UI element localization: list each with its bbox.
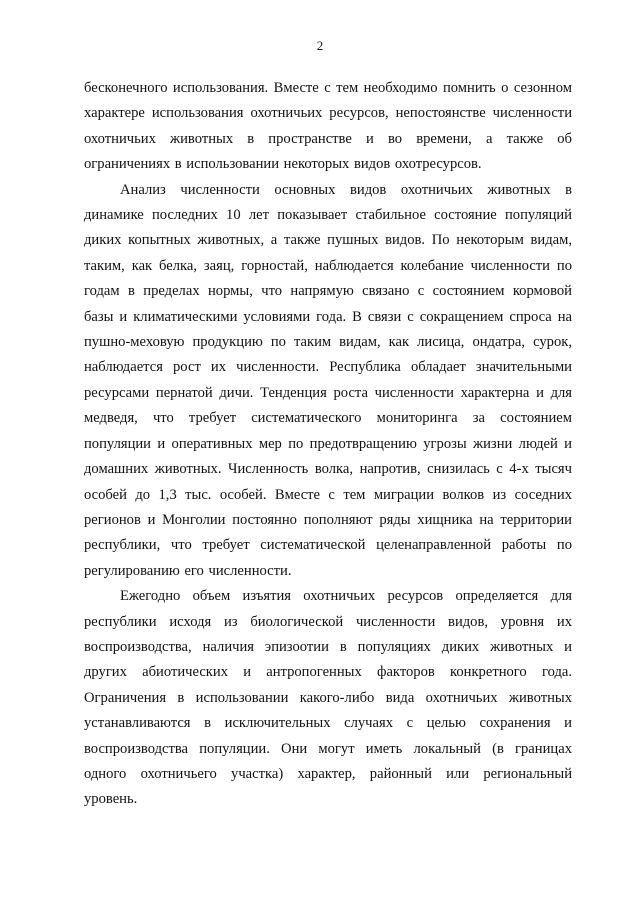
paragraph-harvest-limits: Ежегодно объем изъятия охотничьих ресурсов определяется для республики исходя из биологической численности видов, уровня их воспроизводства, наличия эпизоотии в популяциях диких животных и других абиотических и антропогенных факторов конкретного года. Ограничения в использовании какого-либо вида охотничьих животных устанавливаются в исключительных случаях с целью сохранения и воспроизводства популяции. Они могут иметь локальный (в границах одного охотничьего участка) характер, районный или региональный уровень. — [84, 588, 572, 808]
paragraph-continuation: бесконечного использования. Вместе с тем необходимо помнить о сезонном характере использования охотничьих ресурсов, непостоянстве численности охотничьих животных в пространстве и во времени, а также об ограничениях в использовании некоторых видов охотресурсов. — [84, 80, 572, 173]
page-number: 2 — [316, 38, 324, 53]
paragraph-population-analysis: Анализ численности основных видов охотничьих животных в динамике последних 10 лет показывает стабильное состояние популяций диких копытных животных, а также пушных видов. По некоторым видам, таким, как белка, заяц, горностай, наблюдается колебание численности по годам в пределах нормы, что напрямую связано с состоянием кормовой базы и климатическими условиями года. В связи с сокращением спроса на пушно-меховую продукцию по таким видам, как лисица, ондатра, сурок, наблюдается рост их численности. Республика обладает значительными ресурсами пернатой дичи. Тенденция роста численности характерна и для медведя, что требует систематического мониторинга за состоянием популяции и оперативных мер по предотвращению угрозы жизни людей и домашних животных. Численность волка, напротив, снизилась с 4-х тысяч особей до 1,3 тыс. особей. Вместе с тем миграции волков из соседних регионов и Монголии постоянно пополняют ряды хищника на территории республики, что требует систематической целенаправленной работы по регулированию его численности. — [84, 181, 572, 579]
document-body — [84, 76, 572, 813]
